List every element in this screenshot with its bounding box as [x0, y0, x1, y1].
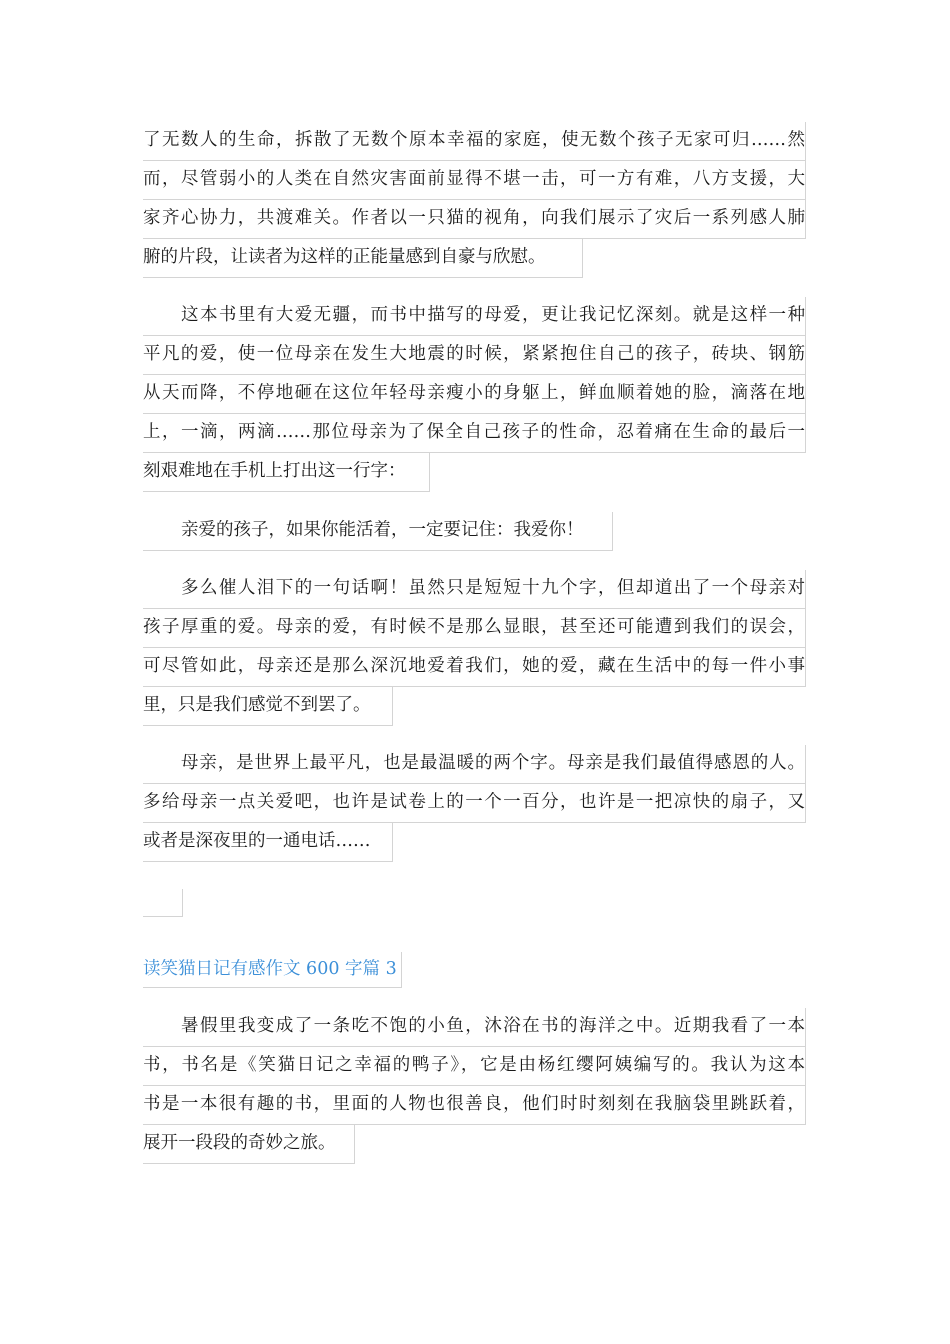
paragraph-4	[143, 570, 806, 726]
text-line: 展开一段段的奇妙之旅。	[143, 1125, 355, 1164]
section-heading: 读笑猫日记有感作文 600 字篇 3	[143, 952, 402, 988]
text-line: 或者是深夜里的一通电话……	[143, 823, 393, 862]
text-line: 家齐心协力，共渡难关。作者以一只猫的视角，向我们展示了灾后一系列感人肺	[143, 200, 806, 239]
text-line: 孩子厚重的爱。母亲的爱，有时候不是那么显眼，甚至还可能遭到我们的误会，	[143, 609, 806, 648]
paragraph-3	[143, 512, 613, 551]
text-line: 母亲，是世界上最平凡，也是最温暖的两个字。母亲是我们最值得感恩的人。	[143, 745, 806, 784]
text-line: 这本书里有大爱无疆，而书中描写的母爱，更让我记忆深刻。就是这样一种	[143, 297, 806, 336]
text-line: 了无数人的生命，拆散了无数个原本幸福的家庭，使无数个孩子无家可归……然	[143, 122, 806, 161]
paragraph-2	[143, 297, 806, 492]
text-line: 书，书名是《笑猫日记之幸福的鸭子》，它是由杨红缨阿姨编写的。我认为这本	[143, 1047, 806, 1086]
text-line: 可尽管如此，母亲还是那么深沉地爱着我们，她的爱，藏在生活中的每一件小事	[143, 648, 806, 687]
paragraph-1	[143, 122, 806, 278]
text-line: 腑的片段，让读者为这样的正能量感到自豪与欣慰。	[143, 239, 583, 278]
empty-line	[143, 889, 183, 917]
text-line: 暑假里我变成了一条吃不饱的小鱼，沐浴在书的海洋之中。近期我看了一本	[143, 1008, 806, 1047]
text-line: 上，一滴，两滴……那位母亲为了保全自己孩子的性命，忍着痛在生命的最后一	[143, 414, 806, 453]
text-line: 而，尽管弱小的人类在自然灾害面前显得不堪一击，可一方有难，八方支援，大	[143, 161, 806, 200]
paragraph-5	[143, 745, 806, 862]
paragraph-6	[143, 1008, 806, 1164]
text-line: 亲爱的孩子，如果你能活着，一定要记住：我爱你！	[143, 512, 613, 551]
text-line: 平凡的爱，使一位母亲在发生大地震的时候，紧紧抱住自己的孩子，砖块、钢筋	[143, 336, 806, 375]
text-line: 从天而降，不停地砸在这位年轻母亲瘦小的身躯上，鲜血顺着她的脸，滴落在地	[143, 375, 806, 414]
text-line: 书是一本很有趣的书，里面的人物也很善良，他们时时刻刻在我脑袋里跳跃着，	[143, 1086, 806, 1125]
text-line: 多么催人泪下的一句话啊！虽然只是短短十九个字，但却道出了一个母亲对	[143, 570, 806, 609]
text-line: 多给母亲一点关爱吧，也许是试卷上的一个一百分，也许是一把凉快的扇子，又	[143, 784, 806, 823]
text-line: 里，只是我们感觉不到罢了。	[143, 687, 393, 726]
text-line: 刻艰难地在手机上打出这一行字：	[143, 453, 430, 492]
